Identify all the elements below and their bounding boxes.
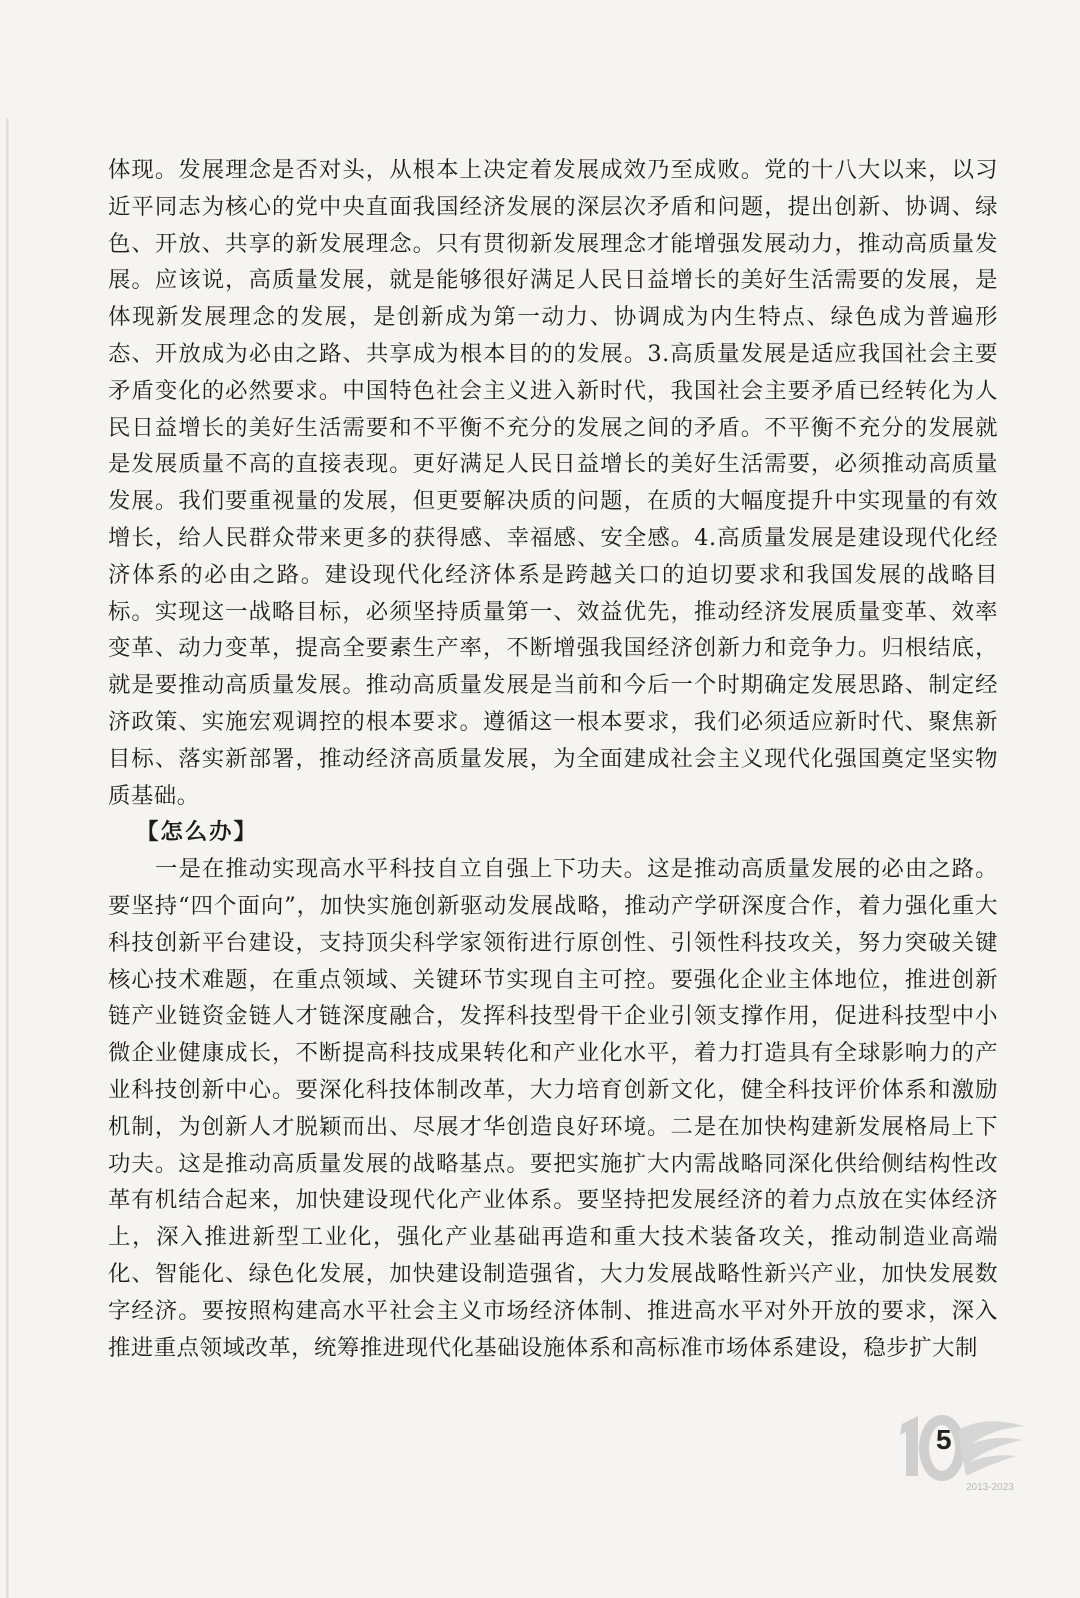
- page-binding-edge: [6, 118, 9, 1598]
- body-paragraph-1: 体现。发展理念是否对头，从根本上决定着发展成效乃至成败。党的十八大以来，以习近平同志为核心的党中央直面我国经济发展的深层次矛盾和问题，提出创新、协调、绿色、开放、共享的新发展理念。只有贯彻新发展理念才能增强发展动力，推动高质量发展。应该说，高质量发展，就是能够很好满足人民日益增长的美好生活需要的发展，是体现新发展理念的发展，是创新成为第一动力、协调成为内生特点、绿色成为普遍形态、开放成为必由之路、共享成为根本目的的发展。3.高质量发展是适应我国社会主要矛盾变化的必然要求。中国特色社会主义进入新时代，我国社会主要矛盾已经转化为人民日益增长的美好生活需要和不平衡不充分的发展之间的矛盾。不平衡不充分的发展就是发展质量不高的直接表现。更好满足人民日益增长的美好生活需要，必须推动高质量发展。我们要重视量的发展，但更要解决质的问题，在质的大幅度提升中实现量的有效增长，给人民群众带来更多的获得感、幸福感、安全感。4.高质量发展是建设现代化经济体系的必由之路。建设现代化经济体系是跨越关口的迫切要求和我国发展的战略目标。实现这一战略目标，必须坚持质量第一、效益优先，推动经济发展质量变革、效率变革、动力变革，提高全要素生产率，不断增强我国经济创新力和竞争力。归根结底，就是要推动高质量发展。推动高质量发展是当前和今后一个时期确定发展思路、制定经济政策、实施宏观调控的根本要求。遵循这一根本要求，我们必须适应新时代、聚焦新目标、落实新部署，推动经济高质量发展，为全面建成社会主义现代化强国奠定坚实物质基础。: [108, 157, 998, 809]
- section-heading: 【怎么办】: [136, 819, 258, 846]
- document-body: [108, 152, 998, 1366]
- body-paragraph-2: 一是在推动实现高水平科技自立自强上下功夫。这是推动高质量发展的必由之路。要坚持“四个面向”，加快实施创新驱动发展战略，推动产学研深度合作，着力强化重大科技创新平台建设，支持顶尖科学家领衔进行原创性、引领性科技攻关，努力突破关键核心技术难题，在重点领域、关键环节实现自主可控。要强化企业主体地位，推进创新链产业链资金链人才链深度融合，发挥科技型骨干企业引领支撑作用，促进科技型中小微企业健康成长，不断提高科技成果转化和产业化水平，着力打造具有全球影响力的产业科技创新中心。要深化科技体制改革，大力培育创新文化，健全科技评价体系和激励机制，为创新人才脱颖而出、尽展才华创造良好环境。二是在加快构建新发展格局上下功夫。这是推动高质量发展的战略基点。要把实施扩大内需战略同深化供给侧结构性改革有机结合起来，加快建设现代化产业体系。要坚持把发展经济的着力点放在实体经济上，深入推进新型工业化，强化产业基础再造和重大技术装备攻关，推动制造业高端化、智能化、绿色化发展，加快建设制造强省，大力发展战略性新兴产业，加快发展数字经济。要按照构建高水平社会主义市场经济体制、推进高水平对外开放的要求，深入推进重点领域改革，统筹推进现代化基础设施体系和高标准市场体系建设，稳步扩大制: [108, 856, 998, 1361]
- logo-year-range: 2013-2023: [966, 1482, 1014, 1493]
- page-number: 5: [936, 1424, 952, 1455]
- anniversary-10-logo-icon: [896, 1410, 1028, 1494]
